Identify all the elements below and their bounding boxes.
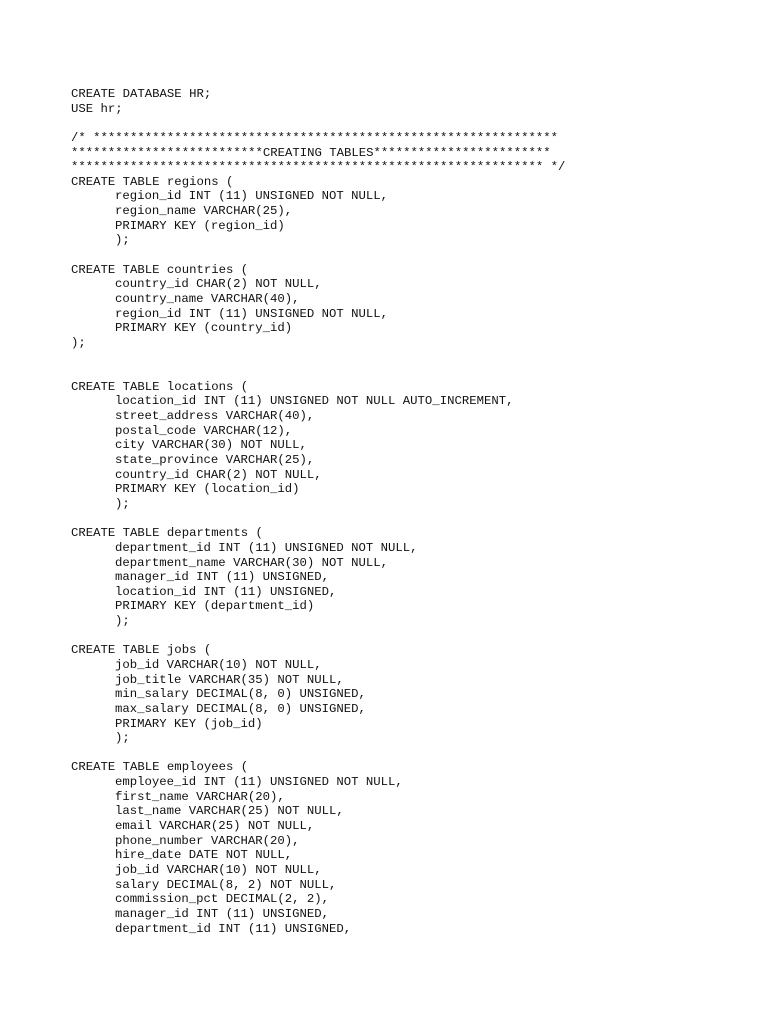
code-line: manager_id INT (11) UNSIGNED, <box>115 570 330 585</box>
code-line <box>71 116 711 131</box>
code-line: CREATE TABLE regions ( <box>71 174 234 189</box>
code-line: min_salary DECIMAL(8, 0) UNSIGNED, <box>115 687 366 702</box>
code-line: department_name VARCHAR(30) NOT NULL, <box>115 555 389 570</box>
code-line: phone_number VARCHAR(20), <box>115 833 300 848</box>
code-line: ); <box>115 731 130 746</box>
code-line: department_id INT (11) UNSIGNED, <box>115 921 352 936</box>
code-line: PRIMARY KEY (job_id) <box>115 716 263 731</box>
code-line: **************************CREATING TABLES************************ <box>71 145 551 160</box>
code-line <box>71 365 711 380</box>
code-line: **************************************************************** */ <box>71 160 566 175</box>
code-line: salary DECIMAL(8, 2) NOT NULL, <box>115 877 337 892</box>
code-line: ); <box>115 496 130 511</box>
code-line <box>71 746 711 761</box>
code-line: ); <box>71 335 86 350</box>
code-line: CREATE TABLE employees ( <box>71 760 249 775</box>
code-line: state_province VARCHAR(25), <box>115 453 315 468</box>
code-line: last_name VARCHAR(25) NOT NULL, <box>115 804 344 819</box>
code-line: CREATE TABLE departments ( <box>71 526 263 541</box>
code-line: ); <box>115 614 130 629</box>
code-line: postal_code VARCHAR(12), <box>115 423 293 438</box>
code-line: region_id INT (11) UNSIGNED NOT NULL, <box>115 306 389 321</box>
code-line: city VARCHAR(30) NOT NULL, <box>115 438 307 453</box>
code-line: hire_date DATE NOT NULL, <box>115 848 293 863</box>
code-line: employee_id INT (11) UNSIGNED NOT NULL, <box>115 775 403 790</box>
code-line: job_id VARCHAR(10) NOT NULL, <box>115 862 322 877</box>
code-line: country_id CHAR(2) NOT NULL, <box>115 277 322 292</box>
code-line <box>71 248 711 263</box>
code-line: USE hr; <box>71 101 123 116</box>
code-line <box>71 512 711 527</box>
code-line: PRIMARY KEY (location_id) <box>115 482 300 497</box>
code-line: CREATE TABLE jobs ( <box>71 643 212 658</box>
code-line: job_title VARCHAR(35) NOT NULL, <box>115 672 344 687</box>
code-line: department_id INT (11) UNSIGNED NOT NULL, <box>115 540 418 555</box>
code-line: manager_id INT (11) UNSIGNED, <box>115 906 330 921</box>
code-line: country_id CHAR(2) NOT NULL, <box>115 467 322 482</box>
code-line: region_id INT (11) UNSIGNED NOT NULL, <box>115 189 389 204</box>
code-line: /* *************************************************************** <box>71 130 559 145</box>
code-line: email VARCHAR(25) NOT NULL, <box>115 819 315 834</box>
code-line: location_id INT (11) UNSIGNED, <box>115 584 337 599</box>
code-line: CREATE DATABASE HR; <box>71 87 212 101</box>
code-line: PRIMARY KEY (department_id) <box>115 599 315 614</box>
code-line <box>71 351 711 366</box>
code-line: first_name VARCHAR(20), <box>115 789 285 804</box>
code-line: CREATE TABLE locations ( <box>71 379 249 394</box>
code-line: commission_pct DECIMAL(2, 2), <box>115 892 330 907</box>
code-line: max_salary DECIMAL(8, 0) UNSIGNED, <box>115 701 366 716</box>
code-line: location_id INT (11) UNSIGNED NOT NULL AUTO_INCREMENT, <box>115 394 514 409</box>
code-line: country_name VARCHAR(40), <box>115 291 300 306</box>
code-line: street_address VARCHAR(40), <box>115 409 315 424</box>
code-line: CREATE TABLE countries ( <box>71 262 249 277</box>
code-line: PRIMARY KEY (country_id) <box>115 321 293 336</box>
sql-code-block <box>71 87 711 936</box>
code-line: ); <box>115 233 130 248</box>
code-line: job_id VARCHAR(10) NOT NULL, <box>115 657 322 672</box>
code-line <box>71 629 711 644</box>
code-line: PRIMARY KEY (region_id) <box>115 218 285 233</box>
code-line: region_name VARCHAR(25), <box>115 204 293 219</box>
